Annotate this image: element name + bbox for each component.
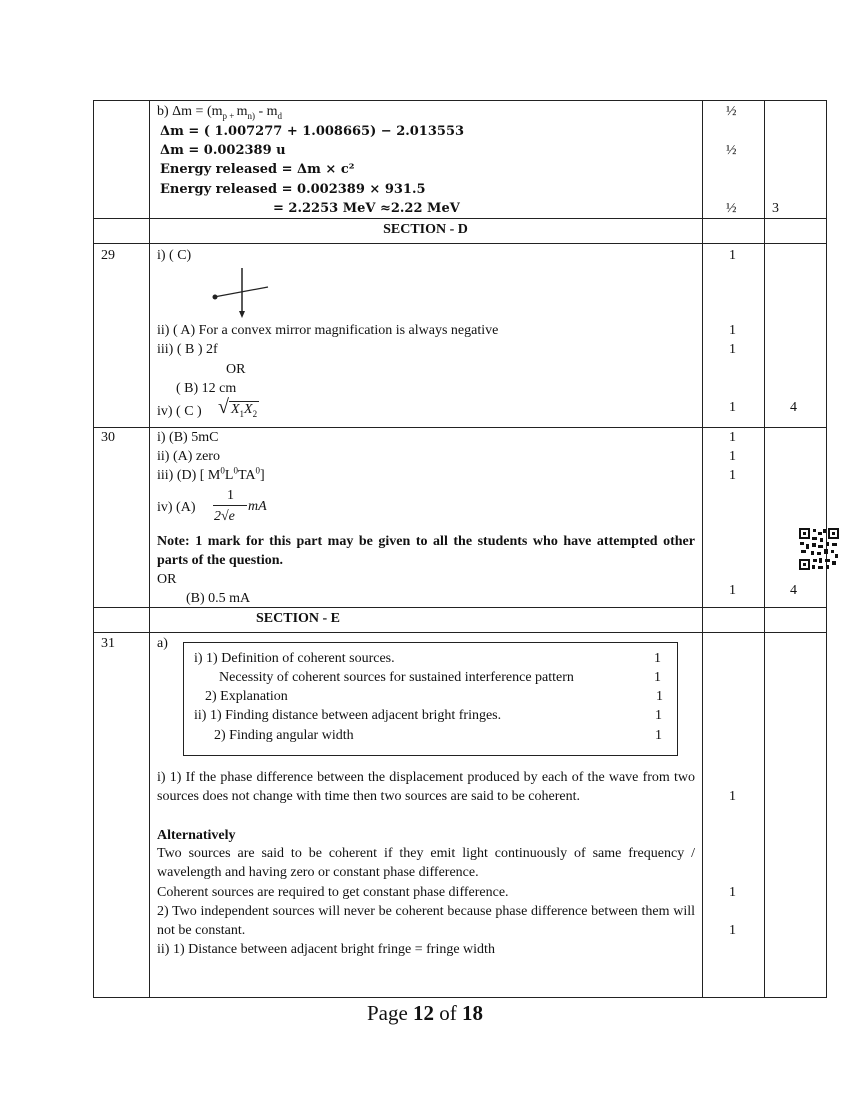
mark-value: 1 (729, 449, 736, 464)
q31-coherent-line: Coherent sources are required to get constant phase difference. (157, 885, 509, 900)
fraction-numerator: 1 (227, 488, 234, 503)
q29-part-i: i) ( C) (157, 248, 192, 263)
energy-calc-line: Energy released = 0.002389 × 931.5 (160, 182, 426, 197)
q31-part-a: a) (157, 636, 168, 651)
q29-part-iv: iv) ( C ) (157, 404, 202, 419)
dm-result-line: Δm = 0.002389 u (160, 143, 286, 158)
table-top-border (93, 100, 827, 101)
energy-formula-line: Energy released = Δm × c² (160, 162, 355, 177)
row-divider (93, 218, 827, 219)
q31-answer-paragraph: i) 1) If the phase difference between the displacement produced by each of the wave from two sources does not change with time then two sources are said to be coherent. (157, 770, 695, 804)
question-number: 29 (101, 248, 115, 263)
energy-result-line: = 2.2253 MeV ≈2.22 MeV (273, 201, 460, 216)
dm-calc-line: Δm = ( 1.007277 + 1.008665) − 2.013553 (160, 124, 465, 139)
q31-fringe-line: ii) 1) Distance between adjacent bright fringe = fringe width (157, 942, 495, 957)
scheme-item: 2) Explanation (205, 689, 288, 704)
total-mark: 3 (772, 201, 779, 216)
q30-note: Note: 1 mark for this part may be given to all the students who have attempted other parts of the question. (157, 534, 695, 568)
q30-part-iv: iv) (A) (157, 500, 196, 515)
col-border (93, 100, 94, 998)
mark-value: 1 (729, 923, 736, 938)
row-divider (93, 243, 827, 244)
mark-value: 1 (729, 430, 736, 445)
q29-alt-answer: ( B) 12 cm (176, 381, 237, 396)
q30-part-iii: iii) (D) [ $M^0L^0TA^0$] (157, 465, 265, 483)
ray-diagram-icon (208, 265, 273, 320)
section-d-heading: SECTION - D (383, 222, 468, 237)
alternatively-heading: Alternatively (157, 828, 236, 843)
mark-value: ½ (726, 104, 737, 119)
table-bottom-border (93, 997, 827, 998)
col-border (702, 100, 703, 998)
scheme-mark: 1 (655, 728, 662, 743)
q30-part-i: i) (B) 5mC (157, 430, 219, 445)
q30-part-ii: ii) (A) zero (157, 449, 220, 464)
q30-or: OR (157, 572, 177, 587)
dm-line: b) $\Delta m = (m_{p +}$ $m_{n)} - m_d$ (157, 104, 283, 121)
scheme-mark: 1 (654, 651, 661, 666)
mark-value: 1 (729, 789, 736, 804)
mark-value: ½ (726, 143, 737, 158)
question-number: 30 (101, 430, 115, 445)
mark-value: 1 (729, 583, 736, 598)
page-footer: Page 12 of 18 (366, 1001, 484, 1025)
q30-alt-answer: (B) 0.5 mA (186, 591, 251, 606)
fraction-bar (213, 505, 247, 506)
mark-value: 1 (729, 885, 736, 900)
q29-part-iii: iii) ( B ) 2f (157, 342, 218, 357)
fraction-denominator: 2√e (214, 509, 235, 524)
mark-value: 1 (729, 468, 736, 483)
q31-independent-paragraph: 2) Two independent sources will never be coherent because phase difference between them will not be constant. (157, 904, 695, 938)
scheme-item: 2) Finding angular width (214, 728, 354, 743)
total-mark: 4 (790, 583, 797, 598)
scheme-item: i) 1) Definition of coherent sources. (194, 651, 395, 666)
scheme-item: Necessity of coherent sources for sustained interference pattern (219, 670, 574, 685)
row-divider (93, 632, 827, 633)
mark-value: 1 (729, 400, 736, 415)
section-e-heading: SECTION - E (256, 611, 341, 626)
scheme-mark: 1 (655, 708, 662, 723)
col-border (764, 100, 765, 998)
mark-value: 1 (729, 323, 736, 338)
q31-alt-paragraph: Two sources are said to be coherent if they emit light continuously of same frequency / wavelength and having zero or constant phase difference. (157, 846, 695, 880)
fraction-unit: mA (248, 499, 267, 514)
q29-part-ii: ii) ( A) For a convex mirror magnification is always negative (157, 323, 499, 338)
scheme-mark: 1 (654, 670, 661, 685)
mark-value: 1 (729, 248, 736, 263)
scheme-item: ii) 1) Finding distance between adjacent bright fringes. (194, 708, 502, 723)
q29-or: OR (226, 362, 246, 377)
qr-code-icon (799, 528, 839, 570)
total-mark: 4 (790, 400, 797, 415)
sqrt-expression: √ $X_1X_2$ (218, 396, 258, 419)
mark-value: ½ (726, 201, 737, 216)
mark-value: 1 (729, 342, 736, 357)
question-number: 31 (101, 636, 115, 651)
scheme-mark: 1 (656, 689, 663, 704)
